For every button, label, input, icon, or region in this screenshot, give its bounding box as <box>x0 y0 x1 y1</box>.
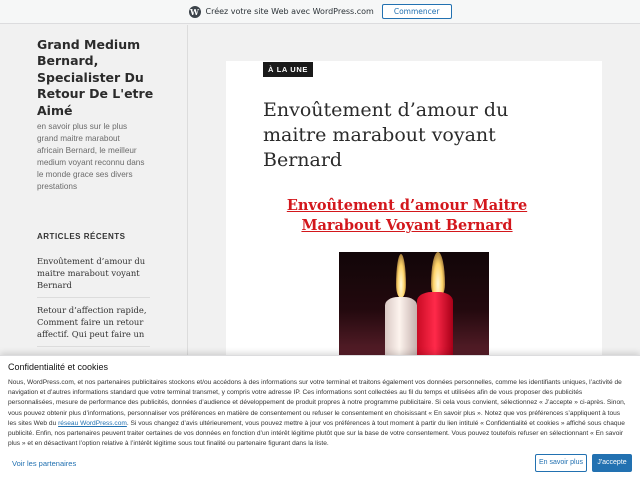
flame-left <box>396 254 406 298</box>
recent-post-link[interactable]: Retour d’affection rapide, Comment faire un retour affectif. Qui peut faire un <box>37 304 150 347</box>
candles-image[interactable] <box>339 252 489 357</box>
wordpress-top-bar <box>0 0 640 24</box>
white-candle <box>385 297 417 357</box>
cookie-banner-text <box>8 378 630 449</box>
start-button[interactable]: Commencer <box>382 4 452 19</box>
post-title[interactable]: Envoûtement d’amour du maitre marabout voyant Bernard <box>263 99 509 171</box>
recent-posts-heading: ARTICLES RÉCENTS <box>37 232 126 241</box>
recent-post-link[interactable]: Envoûtement d’amour du maitre marabout voyant Bernard <box>37 255 150 298</box>
cookie-banner <box>0 355 640 480</box>
learn-more-button[interactable]: En savoir plus <box>535 454 587 472</box>
site-title[interactable]: Grand Medium Bernard, Specialister Du Retour De L'etre Aimé <box>37 37 154 118</box>
cookie-text-part1: Nous, WordPress.com, et nos partenaires publicitaires stockons et/ou accédons à des informations sur votre terminal et traitons également vos données personnelles, comme les identifiants uniques, l’activité de navigation et d’autres informations standard que votre terminal transmet, y compris votre adresse IP. Ces informations sont collectées au fil du temps et utilisées afin de vous proposer des publicités personnalisées, mesure de performance des publicités, données d’audience et développement de produit propres à notre programme publicitaire. Si cela vous convient, sélectionnez « J’accepte » ci-après. Sinon, vous pouvez obtenir plus d’informations, personnaliser vos préférences en matière de consentement ou refuser le consentement en choisissant « En savoir plus ». Notez que vos préférences s’appliquent à tous les sites Web du <box>8 379 626 427</box>
sticky-badge: À LA UNE <box>263 62 313 77</box>
view-partners-link[interactable]: Voir les partenaires <box>12 459 77 468</box>
site-description: en savoir plus sur le plus grand maitre marabout africain Bernard, le meilleur medium voyant reconnu dans le monde grace ses divers prestations <box>37 122 145 191</box>
cookie-text-part2: . Si vous changez d’avis ultérieurement, vous pouvez mettre à jour vos préférences à tout moment à partir du lien intitulé « Confidentialité et cookies » affiché sous chaque publicité. Enfin, nos partenaires peuvent traiter certaines de vos données en fonction d’un intérêt légitime plutôt que sur la base de votre consentement. Vous pouvez toutefois refuser en sélectionnant « En savoir plus » et en désactivant l’option relative à l’intérêt légitime sous tout finalité ou partenaire figurant dans la liste. <box>8 419 625 448</box>
recent-posts-list <box>37 255 150 353</box>
cookie-banner-title: Confidentialité et cookies <box>8 362 109 372</box>
wordpress-network-link[interactable]: réseau WordPress.com <box>58 419 127 427</box>
wordpress-logo-icon[interactable]: W <box>190 6 199 17</box>
accept-button[interactable]: J'accepte <box>592 454 632 472</box>
wordpress-promo-text[interactable]: Créez votre site Web avec WordPress.com <box>205 7 374 16</box>
post-heading-link[interactable]: Envoûtement d’amour Maitre Marabout Voyant Bernard <box>286 197 528 234</box>
red-candle <box>417 292 453 357</box>
